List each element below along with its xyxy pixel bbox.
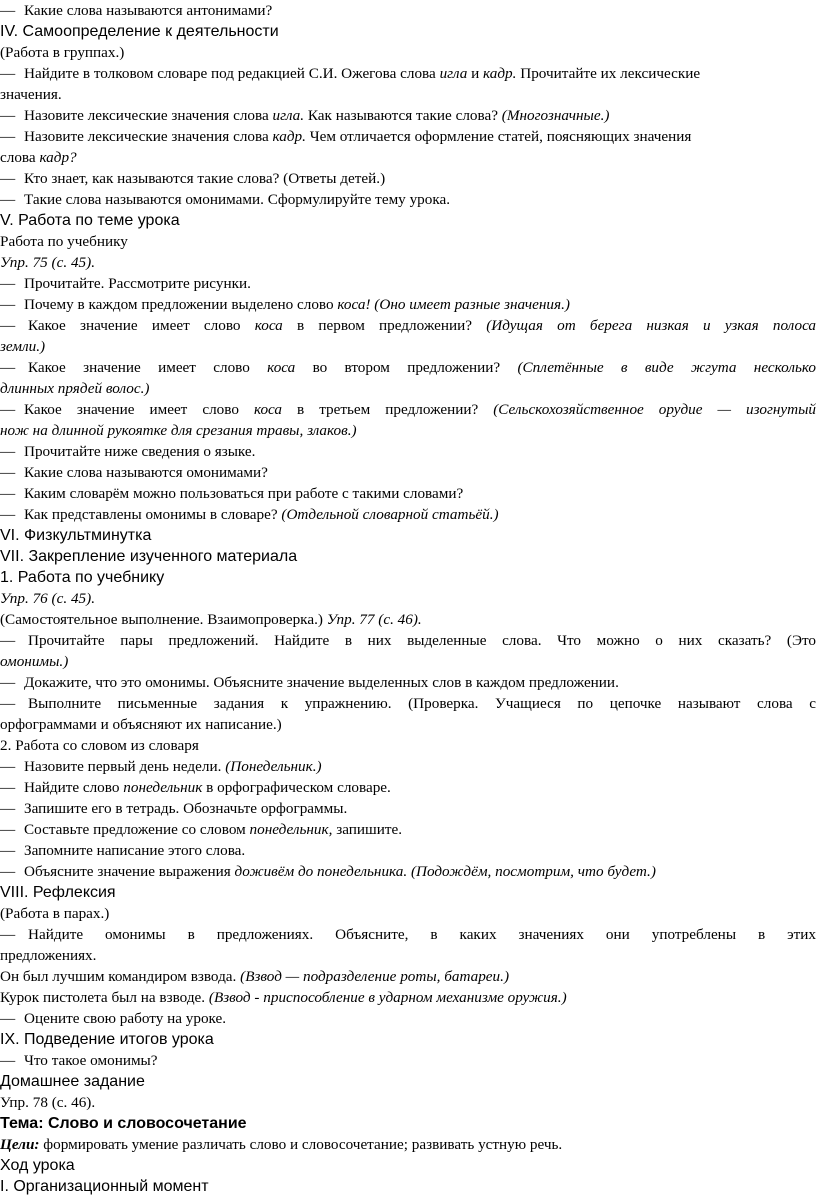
section-heading-vi: VI. Физкультминутка [0,527,152,544]
section-heading-iv: IV. Самоопределение к деятельности [0,23,279,40]
task-line: — Какое значение имеет слово коса во втором предложении? (Сплетённые в виде жгута несколько [0,359,816,376]
text-line: Работа по учебнику [0,233,128,250]
answer-line: земли.) [0,338,46,355]
task-line: — Что такое омонимы? [0,1052,158,1069]
task-line: — Как представлены омонимы в словаре? (Отдельной словарной статьёй.) [0,506,499,523]
note-line: (Работа в группах.) [0,44,125,61]
task-line: — Найдите омонимы в предложениях. Объясните, в каких значениях они употреблены в этих [0,926,816,943]
exercise-ref: Упр. 76 (с. 45). [0,590,95,607]
section-heading-viii: VIII. Рефлексия [0,884,116,901]
text-line: значения. [0,86,62,103]
task-line: — Какое значение имеет слово коса в третьем предложении? (Сельскохозяйственное орудие — изогнутый [0,401,816,418]
lesson-progress-heading: Ход урока [0,1157,75,1174]
task-line: — Каким словарём можно пользоваться при работе с такими словами? [0,485,464,502]
task-line: — Такие слова называются омонимами. Сформулируйте тему урока. [0,191,451,208]
task-line: — Запишите его в тетрадь. Обозначьте орфограммы. [0,800,348,817]
section-heading-ix: IX. Подведение итогов урока [0,1031,214,1048]
example-sentence: Он был лучшим командиром взвода. (Взвод — подразделение роты, батареи.) [0,968,509,985]
answer-line: омонимы.) [0,653,69,670]
answer-line: нож на длинной рукоятке для срезания травы, злаков.) [0,422,357,439]
task-line: — Докажите, что это омонимы. Объясните значение выделенных слов в каждом предложении. [0,674,619,691]
task-line: — Прочитайте пары предложений. Найдите в них выделенные слова. Что можно о них сказать? (Это [0,632,816,649]
homework-heading: Домашнее задание [0,1073,145,1090]
text-line: орфограммами и объясняют их написание.) [0,716,282,733]
text-line: предложениях. [0,947,97,964]
subsection-heading: 2. Работа со словом из словаря [0,737,199,754]
text-line: (Самостоятельное выполнение. Взаимопроверка.) Упр. 77 (с. 46). [0,611,422,628]
task-line: — Назовите лексические значения слова кадр. Чем отличается оформление статей, поясняющих значения [0,128,692,145]
task-line: — Объясните значение выражения доживём до понедельника. (Подождём, посмотрим, что будет.) [0,863,656,880]
section-heading-vii: VII. Закрепление изученного материала [0,548,298,565]
task-line: — Найдите в толковом словаре под редакцией С.И. Ожегова слова игла и кадр. Прочитайте их лексические [0,65,701,82]
task-line: — Запомните написание этого слова. [0,842,246,859]
task-line: — Назовите лексические значения слова игла. Как называются такие слова? (Многозначные.) [0,107,610,124]
task-line: — Оцените свою работу на уроке. [0,1010,227,1027]
task-line: — Какое значение имеет слово коса в первом предложении? (Идущая от берега низкая и узкая полоса [0,317,816,334]
question-line: — Какие слова называются антонимами? [0,2,273,19]
task-line: — Какие слова называются омонимами? [0,464,268,481]
section-heading-i: I. Организационный момент [0,1178,209,1195]
task-line: — Выполните письменные задания к упражнению. (Проверка. Учащиеся по цепочке называют слова с [0,695,816,712]
homework-text: Упр. 78 (с. 46). [0,1094,96,1111]
note-line: (Работа в парах.) [0,905,110,922]
task-line: — Кто знает, как называются такие слова? (Ответы детей.) [0,170,386,187]
answer-line: длинных прядей волос.) [0,380,150,397]
topic-heading: Тема: Слово и словосочетание [0,1115,247,1132]
task-line: — Прочитайте ниже сведения о языке. [0,443,256,460]
text-line: слова кадр? [0,149,77,166]
section-heading-v: V. Работа по теме урока [0,212,180,229]
task-line: — Почему в каждом предложении выделено слово коса! (Оно имеет разные значения.) [0,296,570,313]
task-line: — Прочитайте. Рассмотрите рисунки. [0,275,251,292]
exercise-ref: Упр. 75 (с. 45). [0,254,95,271]
task-line: — Составьте предложение со словом понедельник, запишите. [0,821,403,838]
example-sentence: Курок пистолета был на взводе. (Взвод - приспособление в ударном механизме оружия.) [0,989,567,1006]
task-line: — Найдите слово понедельник в орфографическом словаре. [0,779,391,796]
subsection-heading: 1. Работа по учебнику [0,569,165,586]
task-line: — Назовите первый день недели. (Понедельник.) [0,758,322,775]
goals-line: Цели: формировать умение различать слово и словосочетание; развивать устную речь. [0,1136,563,1153]
